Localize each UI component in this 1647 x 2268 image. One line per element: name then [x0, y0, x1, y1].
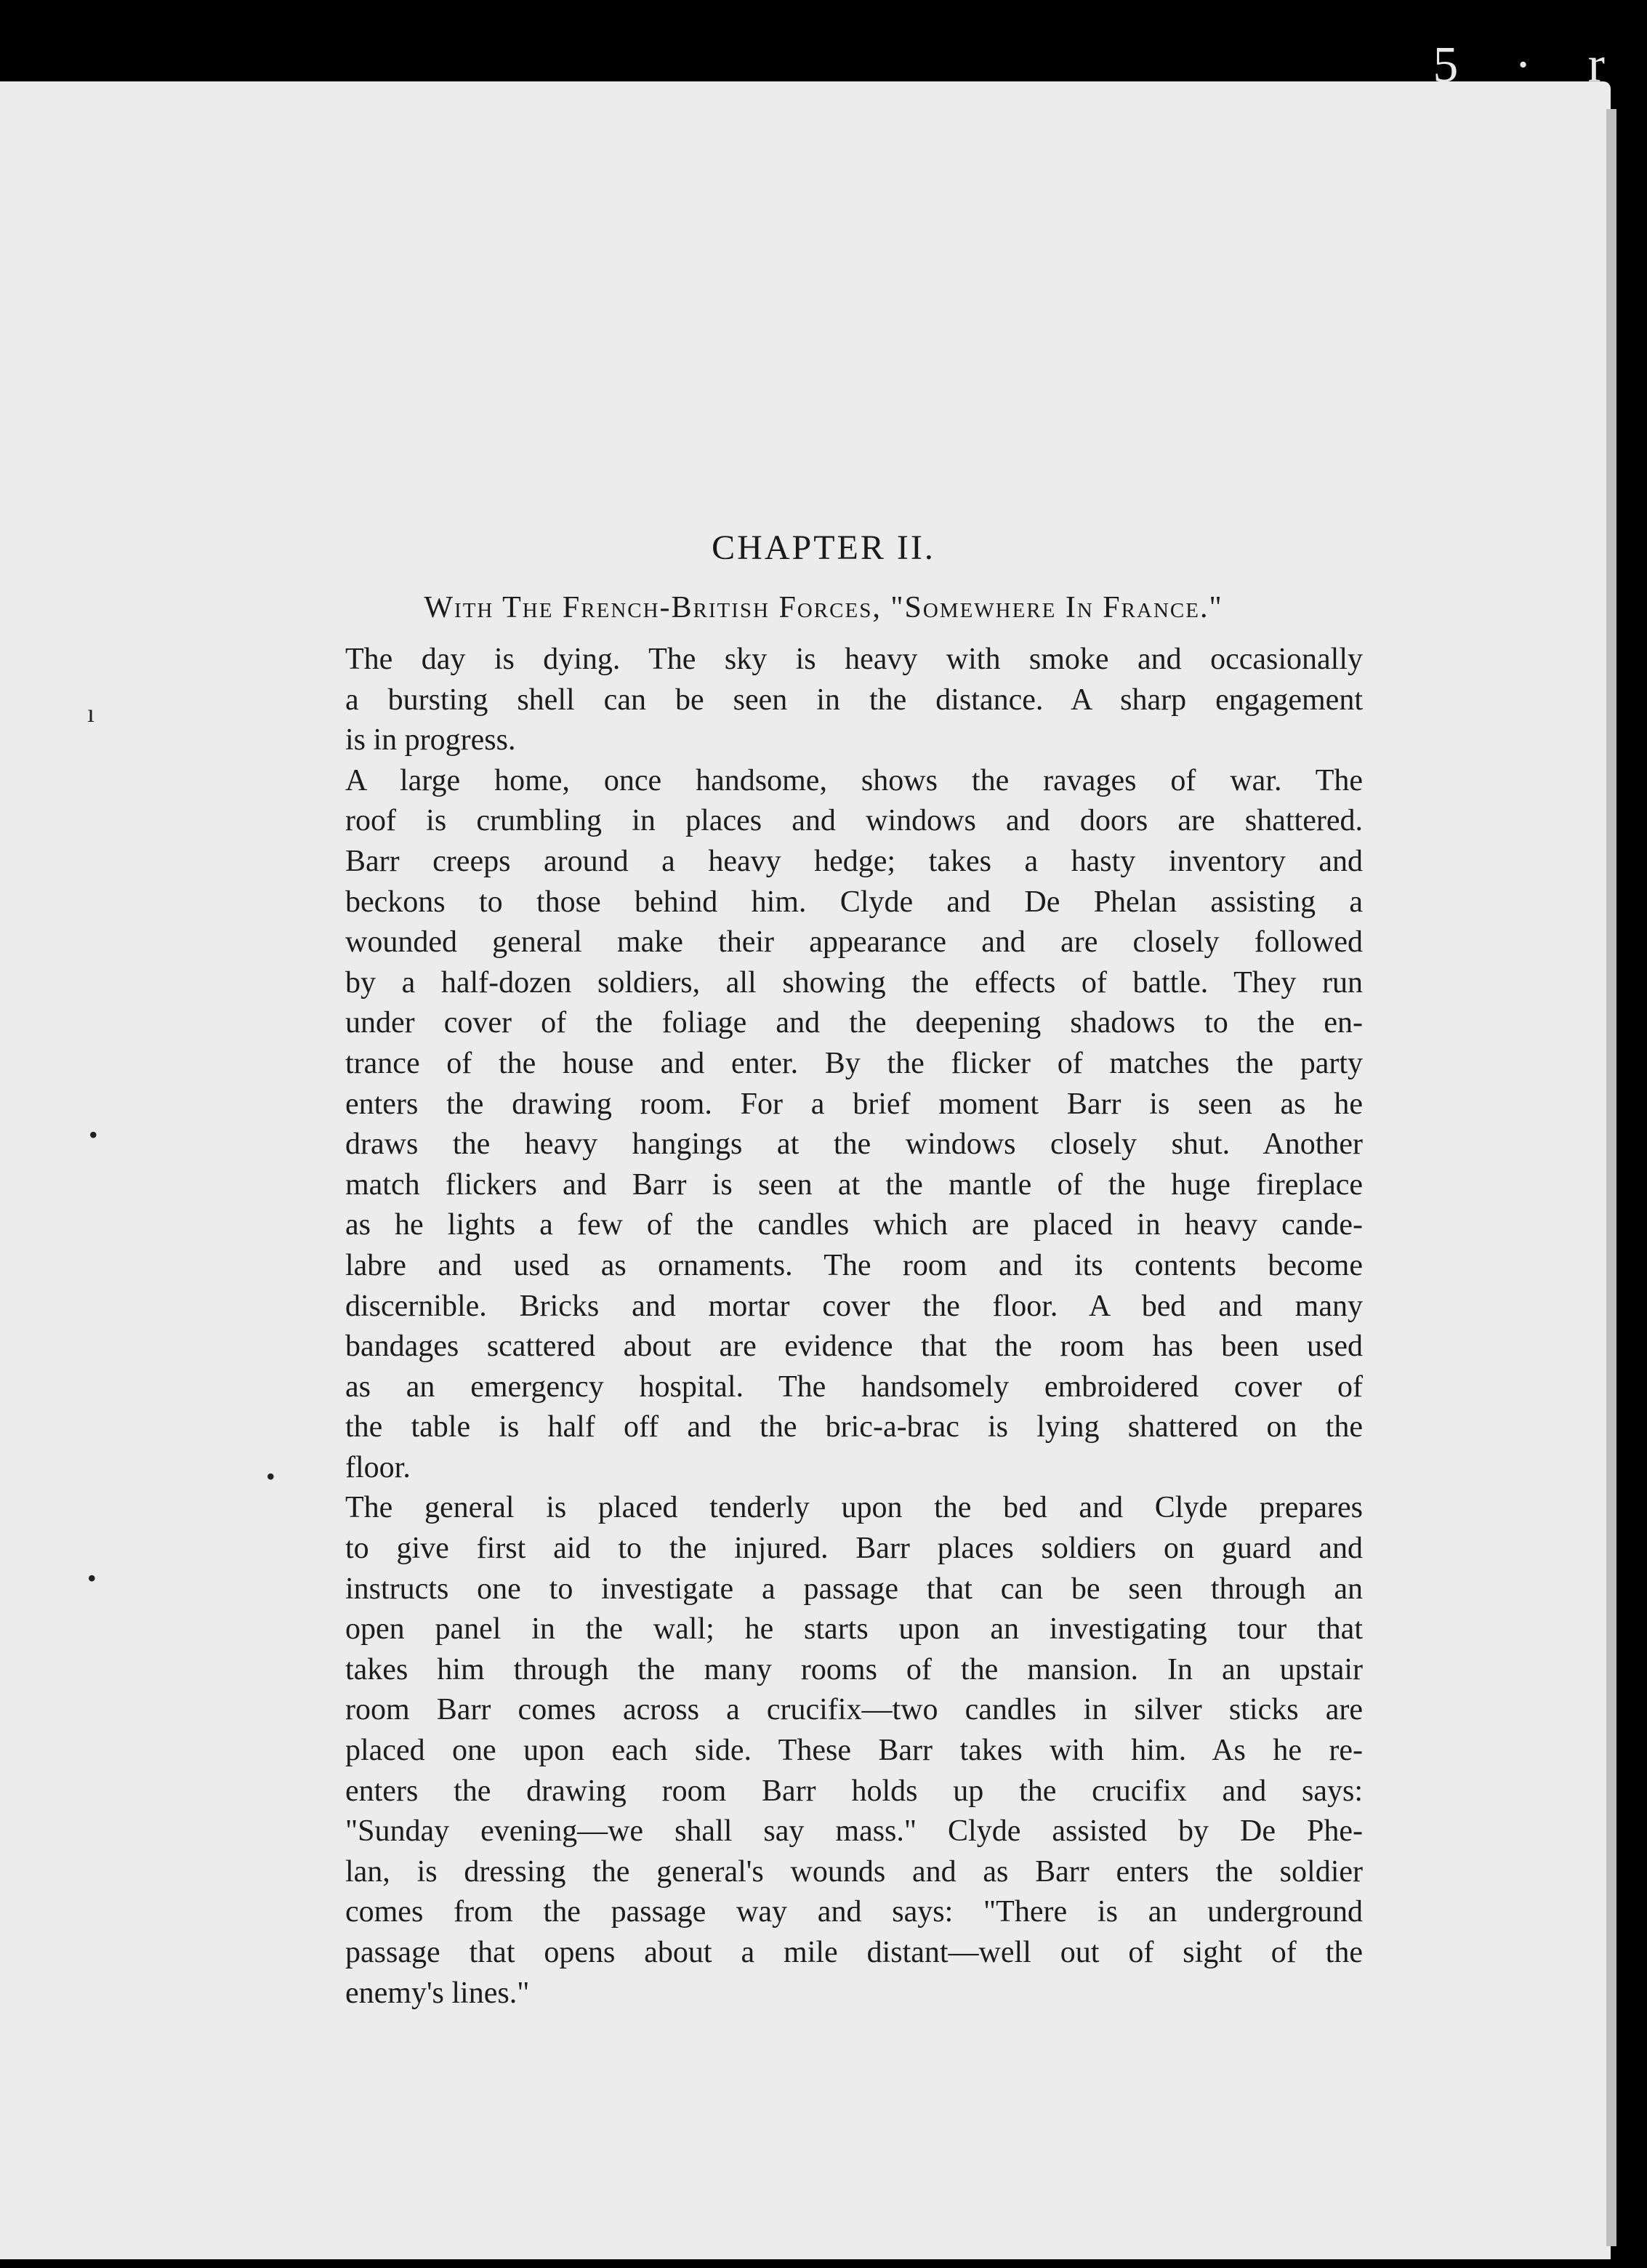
- text-line: trance of the house and enter. By the flicker of matches the party: [345, 1046, 1363, 1080]
- chapter-subtitle: With The French-British Forces, "Somewhere In France.": [424, 591, 1223, 624]
- text-line: under cover of the foliage and the deepening shadows to the en-: [345, 1006, 1363, 1040]
- margin-mark: •: [89, 1120, 98, 1149]
- text-line: enters the drawing room. For a brief moment Barr is seen as he: [345, 1087, 1363, 1121]
- paragraph-3: [309, 1488, 1363, 2014]
- text-line: wounded general make their appearance and are closely followed: [345, 925, 1363, 960]
- margin-mark: ı: [87, 699, 95, 728]
- text-line: the table is half off and the bric-a-brac is lying shattered on the: [345, 1410, 1363, 1444]
- text-line: by a half-dozen soldiers, all showing the effects of battle. They run: [345, 965, 1363, 1000]
- text-line: roof is crumbling in places and windows and doors are shattered.: [345, 804, 1363, 838]
- text-line: labre and used as ornaments. The room and its contents become: [345, 1248, 1363, 1282]
- text-line: room Barr comes across a crucifix—two candles in silver sticks are: [345, 1693, 1363, 1727]
- page-edge: [1606, 109, 1616, 2246]
- text-line: instructs one to investigate a passage that can be seen through an: [345, 1572, 1363, 1606]
- paragraph-2: [309, 761, 1363, 1489]
- text-line: to give first aid to the injured. Barr places soldiers on guard and: [345, 1532, 1363, 1566]
- text-line: beckons to those behind him. Clyde and De Phelan assisting a: [345, 885, 1363, 919]
- chapter-title: CHAPTER II.: [712, 528, 935, 567]
- text-line: match flickers and Barr is seen at the mantle of the huge fireplace: [345, 1167, 1363, 1202]
- text-line: The general is placed tenderly upon the bed and Clyde prepares: [345, 1491, 1363, 1525]
- text-line: takes him through the many rooms of the mansion. In an upstair: [345, 1652, 1363, 1686]
- text-line: a bursting shell can be seen in the distance. A sharp engagement: [345, 683, 1363, 717]
- text-line: Barr creeps around a heavy hedge; takes a hasty inventory and: [345, 844, 1363, 878]
- text-line: comes from the passage way and says: "There is an underground: [345, 1895, 1363, 1929]
- text-line: enters the drawing room Barr holds up the crucifix and says:: [345, 1774, 1363, 1808]
- margin-mark: •: [266, 1462, 275, 1491]
- text-line: The day is dying. The sky is heavy with smoke and occasionally: [345, 643, 1363, 676]
- text-line: draws the heavy hangings at the windows closely shut. Another: [345, 1127, 1363, 1162]
- text-line: enemy's lines.": [345, 1976, 530, 2010]
- text-line: "Sunday evening—we shall say mass." Clyde assisted by De Phe-: [345, 1814, 1363, 1849]
- chapter-body: [309, 640, 1363, 2014]
- text-line: passage that opens about a mile distant—well out of sight of the: [345, 1936, 1363, 1969]
- text-line: is in progress.: [345, 723, 516, 757]
- corner-mark: 5 · r: [1433, 37, 1627, 93]
- text-line: discernible. Bricks and mortar cover the floor. A bed and many: [345, 1289, 1363, 1323]
- text-line: as an emergency hospital. The handsomely embroidered cover of: [345, 1370, 1363, 1404]
- text-line: open panel in the wall; he starts upon an investigating tour that: [345, 1612, 1363, 1646]
- text-line: placed one upon each side. These Barr takes with him. As he re-: [345, 1734, 1363, 1768]
- text-line: A large home, once handsome, shows the ravages of war. The: [345, 763, 1363, 797]
- paragraph-1: [309, 640, 1363, 761]
- text-line: lan, is dressing the general's wounds and as Barr enters the soldier: [345, 1854, 1363, 1889]
- margin-mark: •: [87, 1564, 97, 1593]
- text-line: bandages scattered about are evidence that the room has been used: [345, 1330, 1363, 1364]
- text-line: as he lights a few of the candles which are placed in heavy cande-: [345, 1208, 1363, 1242]
- text-line: floor.: [345, 1450, 411, 1484]
